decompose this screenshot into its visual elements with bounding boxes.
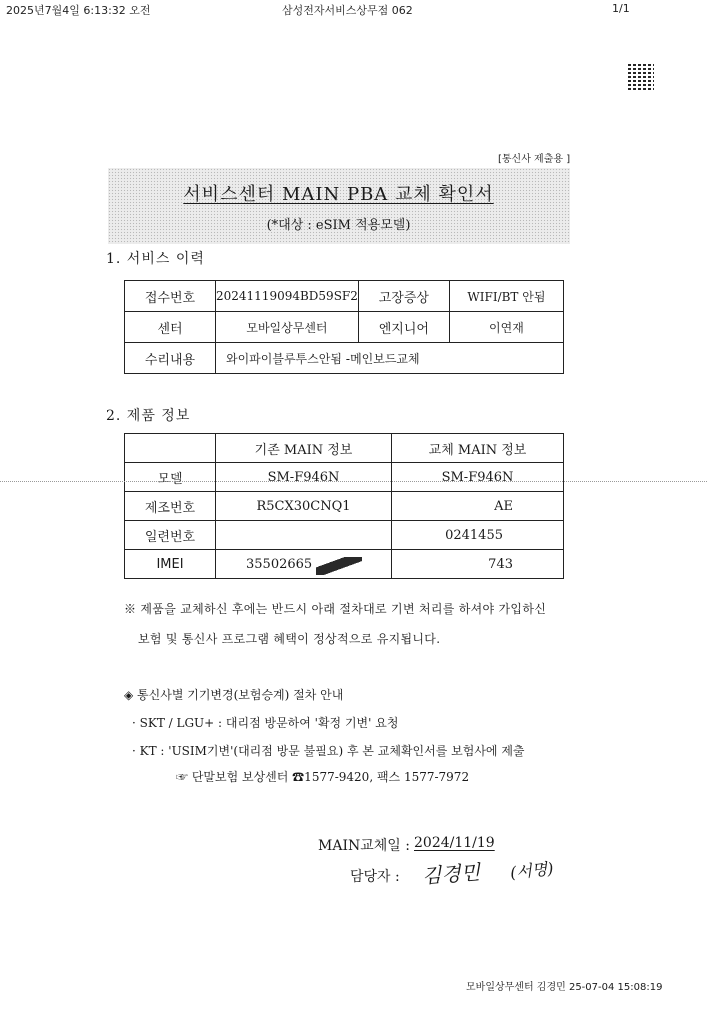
engineer-label: 엔지니어 (358, 312, 449, 343)
receipt-label: 접수번호 (125, 281, 216, 312)
receipt-value: 20241119094BD59SF2 (216, 281, 359, 312)
manager-label: 담당자 : (350, 869, 400, 885)
row-label: 모델 (125, 463, 216, 492)
guide-skt: · SKT / LGU+ : 대리점 방문하여 '확정 기변' 요청 (132, 716, 399, 730)
col-replaced-header: 교체 MAIN 정보 (392, 434, 564, 463)
section2-heading: 2. 제품 정보 (106, 408, 191, 424)
print-datetime: 2025년7월4일 6:13:32 오전 (6, 4, 151, 17)
submit-tag: [통신사 제출용 ] (498, 154, 571, 165)
notice-line-2: 보험 및 통신사 프로그램 혜택이 정상적으로 유지됩니다. (138, 632, 441, 646)
existing-value: SM-F946N (216, 463, 392, 492)
repair-label: 수리내용 (125, 343, 216, 374)
document-title: 서비스센터 MAIN PBA 교체 확인서 (183, 184, 494, 205)
replacement-date-value: 2024/11/19 (414, 835, 495, 851)
row-label: IMEI (125, 550, 216, 579)
existing-value: 35502665 (216, 550, 392, 579)
print-page-number: 1/1 (612, 2, 630, 15)
table-row (125, 492, 564, 521)
handwritten-signature: (서명) (509, 858, 555, 883)
engineer-value: 이연재 (449, 312, 563, 343)
section1-heading: 1. 서비스 이력 (106, 251, 205, 267)
table-row (125, 463, 564, 492)
print-footer: 모바일상무센터 김경민 25-07-04 15:08:19 (466, 982, 663, 993)
row-label: 제조번호 (125, 492, 216, 521)
replaced-value: SM-F946N (392, 463, 564, 492)
repair-value: 와이파이블루투스안됨 -메인보드교체 (216, 343, 564, 374)
center-value: 모바일상무센터 (216, 312, 359, 343)
print-page-title: 삼성전자서비스상무점 062 (282, 4, 413, 17)
service-history-table (124, 280, 564, 374)
replaced-value: 0241455 (392, 521, 564, 550)
document-subtitle: (*대상 : eSIM 적용모델) (266, 218, 411, 233)
replaced-value: 743 (392, 550, 564, 579)
redaction-mark (316, 557, 362, 575)
table-corner (125, 434, 216, 463)
replaced-value: AE (392, 492, 564, 521)
replacement-date-label: MAIN교체일 : (318, 838, 410, 854)
existing-value (216, 521, 392, 550)
col-existing-header: 기존 MAIN 정보 (216, 434, 392, 463)
existing-value: R5CX30CNQ1 (216, 492, 392, 521)
row-label: 일련번호 (125, 521, 216, 550)
qr-code-icon (628, 62, 654, 90)
guide-insurance: ☞ 단말보험 보상센터 ☎1577-9420, 팩스 1577-7972 (176, 770, 470, 784)
symptom-value: WIFI/BT 안됨 (449, 281, 563, 312)
table-row (125, 521, 564, 550)
notice-line-1: ※ 제품을 교체하신 후에는 반드시 아래 절차대로 기변 처리를 하셔야 가입하신 (124, 602, 547, 616)
symptom-label: 고장증상 (358, 281, 449, 312)
fold-line (0, 481, 707, 482)
manager-handwritten-name: 김경민 (421, 860, 481, 888)
guide-kt: · KT : 'USIM기변'(대리점 방문 불필요) 후 본 교체확인서를 보험사에 제출 (132, 744, 525, 758)
center-label: 센터 (125, 312, 216, 343)
guide-heading: ◈ 통신사별 기기변경(보험승계) 절차 안내 (124, 688, 344, 702)
